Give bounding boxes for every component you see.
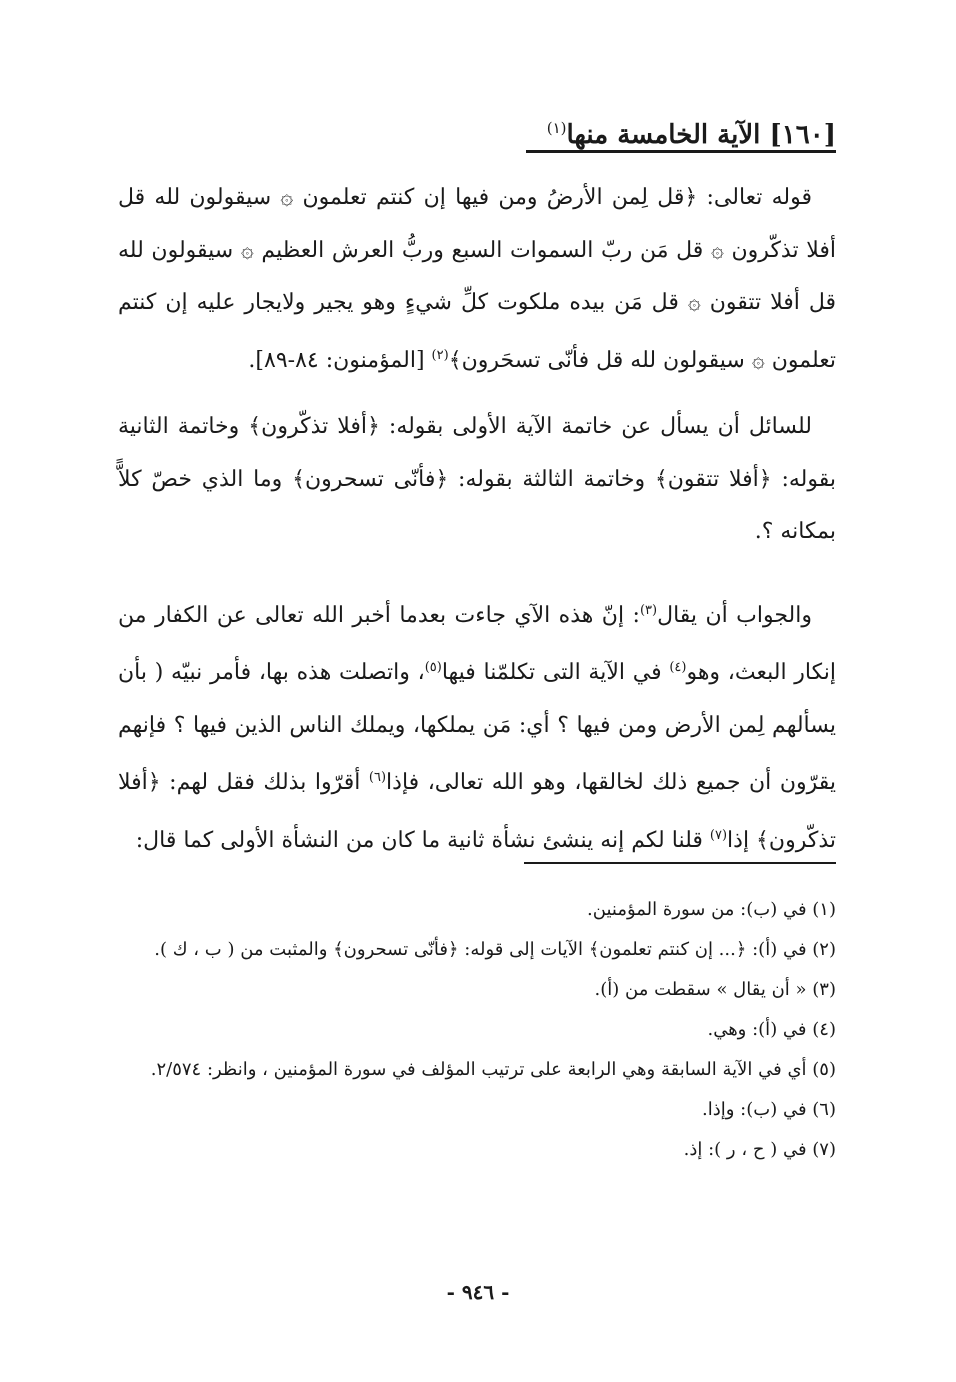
paragraph-3-seg: ، واتصلت هذه بها، فأمر نبيّه ( بأن يسألهم لِمن الأرض ومن فيها ؟ أي: مَن يملكها، ويملك الناس الذين فيها ؟ فإنهم يقرّون أن جميع ذلك لخالقها، وهو الله تعالى، فإذا (118, 660, 836, 795)
page-number: - ٩٤٦ - (446, 1280, 510, 1304)
paragraph-3-seg: قلنا لكم إنه ينشئ نشأة ثانية ما كان من النشأة الأولى كما قال: (135, 827, 710, 853)
paragraph-1-citation: [المؤمنون: ٨٤-٨٩]. (248, 347, 432, 373)
heading-number: [١٦٠] (769, 120, 836, 150)
footnote-5: (٥) أي في الآية السابقة وهي الرابعة على ترتيب المؤلف في سورة المؤمنين ، وانظر: ٢/٥٧٤. (150, 1059, 836, 1080)
footnotes (120, 890, 836, 1170)
section-heading (526, 108, 836, 155)
footnote-7: (٧) في ( ح ، ر ): إذ. (683, 1139, 836, 1160)
paragraph-3-seg: أقرّوا بذلك فقل لهم: ﴿أفلا تذكّرون﴾ إذا (118, 770, 836, 853)
paragraph-quran-verses (118, 172, 836, 387)
note-ref-3: (٣) (639, 602, 658, 618)
paragraph-3-seg: : إنّ هذه الآي جاءت بعدما أخبر الله تعالى عن الكفار من إنكار البعث، وهو (118, 602, 837, 685)
note-ref-5: (٥) (424, 660, 442, 675)
heading-underline (526, 150, 836, 153)
footnote-2: (٢) في (أ): ﴿... إن كنتم تعلمون﴾ الآيات إلى قوله: ﴿فأنّى تسحرون﴾ والمثبت من ( ب ، ك ). (154, 939, 836, 960)
footnote-6: (٦) في (ب): وإذا. (702, 1099, 836, 1120)
paragraph-1-note-ref: (٢) (431, 347, 449, 363)
note-ref-6: (٦) (368, 770, 387, 785)
paragraph-3-seg: في الآية التى تكلمّنا فيها (441, 660, 670, 685)
footnote-3: (٣) « أن يقال » سقطت من (أ). (594, 979, 836, 1000)
footnote-separator (524, 862, 836, 864)
paragraph-3-seg: والجواب أن يقال (657, 602, 813, 628)
footnote-4: (٤) في (أ): وهي. (707, 1019, 836, 1040)
footnote-1: (١) في (ب): من سورة المؤمنين. (587, 899, 836, 920)
note-ref-7: (٧) (709, 827, 728, 843)
paragraph-2-text: للسائل أن يسأل عن خاتمة الآية الأولى بقوله: ﴿أفلا تذكّرون﴾ وخاتمة الثانية بقوله: ﴿أفلا تتقون﴾ وخاتمة الثالثة بقوله: ﴿فأنّى تسحرون﴾ وما الذي خصّ كلاًّ بمكانه ؟. (118, 414, 836, 544)
main-text (118, 172, 836, 867)
paragraph-1-text: قوله تعالى: ﴿قل لِمن الأرضُ ومن فيها إن كنتم تعلمون ۞ سيقولون لله قل أفلا تذكّرون ۞ قل مَن ربّ السموات السبع وربُّ العرش العظيم ۞ سيقولون لله قل أفلا تتقون ۞ قل مَن بيده ملكوت كلِّ شيءٍ وهو يجير ولايجار عليه إن كنتم تعلمون ۞ سيقولون لله قل فأنّى تسحَرون﴾ (118, 185, 836, 373)
paragraph-question (118, 401, 836, 559)
heading-title: الآية الخامسة منها (566, 120, 761, 150)
paragraph-answer (118, 585, 836, 868)
note-ref-4: (٤) (669, 660, 687, 675)
heading-note-ref: (١) (546, 119, 567, 137)
